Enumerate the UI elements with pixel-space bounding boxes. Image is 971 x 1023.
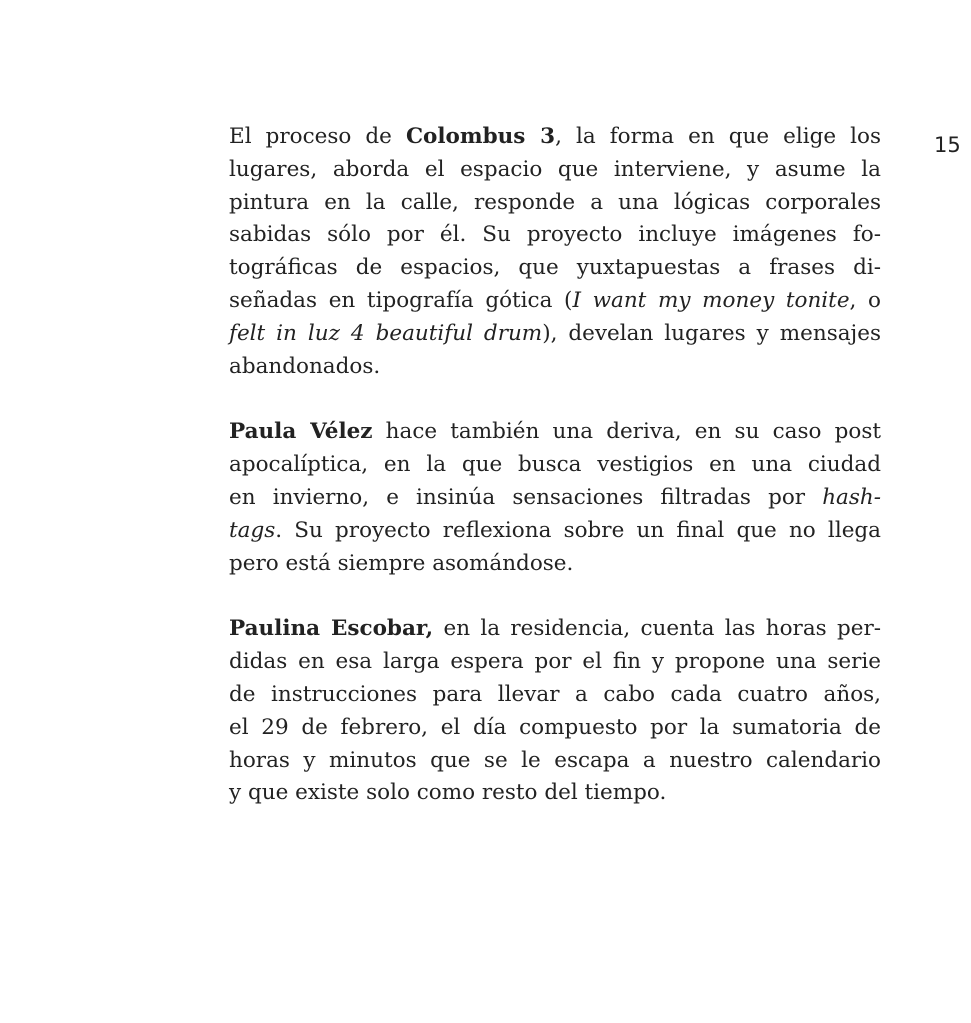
text-line: sabidas sólo por él. Su proyecto incluye imágenes fo- bbox=[229, 222, 881, 248]
paragraph-paulina-escobar bbox=[229, 613, 881, 810]
text-line: de instrucciones para llevar a cabo cada cuatro años, bbox=[229, 681, 881, 707]
page-number: 15 bbox=[934, 133, 961, 157]
artist-name-colombus: Colombus 3 bbox=[405, 124, 556, 149]
artist-name-paula-velez: Paula Vélez bbox=[229, 419, 373, 445]
hashtags-italic: tags bbox=[229, 517, 276, 543]
text-line: Paulina Escobar, en la residencia, cuenta las horas per- bbox=[229, 616, 882, 642]
text-line: en invierno, e insinúa sensaciones filtradas por hash- bbox=[229, 484, 881, 510]
quote-italic: I want my money tonite bbox=[572, 287, 850, 313]
text-line: horas y minutos que se le escapa a nuestro calendario bbox=[229, 747, 881, 773]
text-line: didas en esa larga espera por el fin y propone una serie bbox=[229, 649, 881, 675]
text-line: el 29 de febrero, el día compuesto por la sumatoria de bbox=[229, 714, 881, 740]
text-line: tags. Su proyecto reflexiona sobre un final que no llega bbox=[229, 517, 881, 543]
quote-italic: felt in luz 4 beautiful drum bbox=[229, 320, 543, 346]
text-line: pero está siempre asomándose. bbox=[229, 550, 574, 576]
artist-name-paulina-escobar: Paulina Escobar, bbox=[229, 616, 434, 642]
text-line: apocalíptica, en la que busca vestigios en una ciudad bbox=[229, 452, 881, 478]
paragraph-colombus bbox=[229, 121, 881, 383]
text-line: El proceso de Colombus 3, la forma en que elige los bbox=[229, 124, 881, 149]
text-line: pintura en la calle, responde a una lógicas corporales bbox=[229, 189, 881, 215]
text-line: señadas en tipografía gótica (I want my money tonite, o bbox=[229, 287, 881, 313]
text-line: abandonados. bbox=[229, 353, 381, 379]
text-line: y que existe solo como resto del tiempo. bbox=[229, 780, 667, 806]
hashtags-italic: hash- bbox=[822, 484, 881, 510]
body-text bbox=[229, 121, 881, 843]
text-line: lugares, aborda el espacio que interviene, y asume la bbox=[229, 156, 881, 182]
text-line: Paula Vélez hace también una deriva, en su caso post bbox=[229, 419, 881, 445]
paragraph-paula-velez bbox=[229, 416, 881, 580]
text-line: tográficas de espacios, que yuxtapuestas a frases di- bbox=[229, 255, 881, 281]
text-line: felt in luz 4 beautiful drum), develan lugares y mensajes bbox=[229, 320, 881, 346]
